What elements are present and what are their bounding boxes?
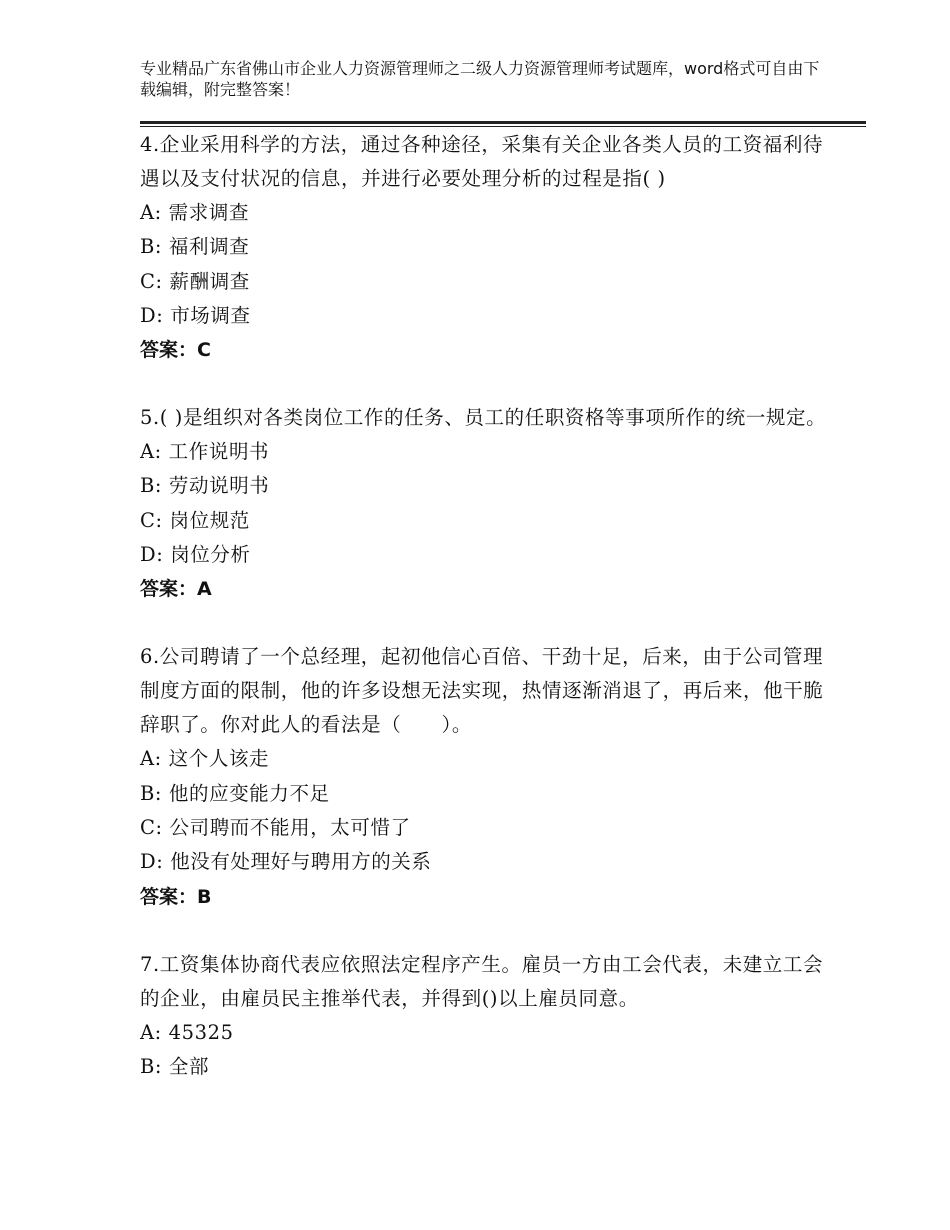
option-c: C: 公司聘而不能用，太可惜了 <box>140 815 411 839</box>
answer-line: 答案：A <box>140 578 212 601</box>
option-b: B: 全部 <box>140 1054 210 1078</box>
question-7 <box>140 948 830 1085</box>
option-b: B: 他的应变能力不足 <box>140 781 330 805</box>
option-d: D: 他没有处理好与聘用方的关系 <box>140 850 432 874</box>
header-rule-thick <box>140 121 866 124</box>
option-c: C: 岗位规范 <box>140 508 250 532</box>
question-5 <box>140 401 830 606</box>
question-spacer <box>140 367 830 401</box>
document-header <box>140 58 830 100</box>
option-d: D: 市场调查 <box>140 303 251 327</box>
question-list <box>140 128 830 1084</box>
question-stem: 4.企业采用科学的方法，通过各种途径，采集有关企业各类人员的工资福利待遇以及支付状况的信息，并进行必要处理分析的过程是指( ) <box>140 133 824 190</box>
answer-line: 答案：C <box>140 339 211 362</box>
option-a: A: 这个人该走 <box>140 747 270 771</box>
option-d: D: 岗位分析 <box>140 543 251 567</box>
question-stem: 5.( )是组织对各类岗位工作的任务、员工的任职资格等事项所作的统一规定。 <box>140 406 827 430</box>
option-b: B: 劳动说明书 <box>140 474 270 498</box>
question-stem: 6.公司聘请了一个总经理，起初他信心百倍、干劲十足，后来，由于公司管理制度方面的限制，他的许多设想无法实现，热情逐渐消退了，再后来，他干脆辞职了。你对此人的看法是（ ）。 <box>140 645 824 737</box>
question-spacer <box>140 914 830 948</box>
header-rule-thin <box>140 126 866 127</box>
question-4 <box>140 128 830 367</box>
option-c: C: 薪酬调查 <box>140 269 250 293</box>
header-text: 专业精品广东省佛山市企业人力资源管理师之二级人力资源管理师考试题库，word格式可自由下载编辑，附完整答案！ <box>140 59 820 99</box>
option-a: A: 工作说明书 <box>140 440 270 464</box>
answer-line: 答案：B <box>140 885 212 908</box>
option-b: B: 福利调查 <box>140 235 250 259</box>
question-6 <box>140 640 830 913</box>
question-spacer <box>140 606 830 640</box>
option-a: A: 45325 <box>140 1020 234 1044</box>
question-stem: 7.工资集体协商代表应依照法定程序产生。雇员一方由工会代表，未建立工会的企业，由雇员民主推举代表，并得到()以上雇员同意。 <box>140 952 824 1010</box>
option-a: A: 需求调查 <box>140 201 250 224</box>
